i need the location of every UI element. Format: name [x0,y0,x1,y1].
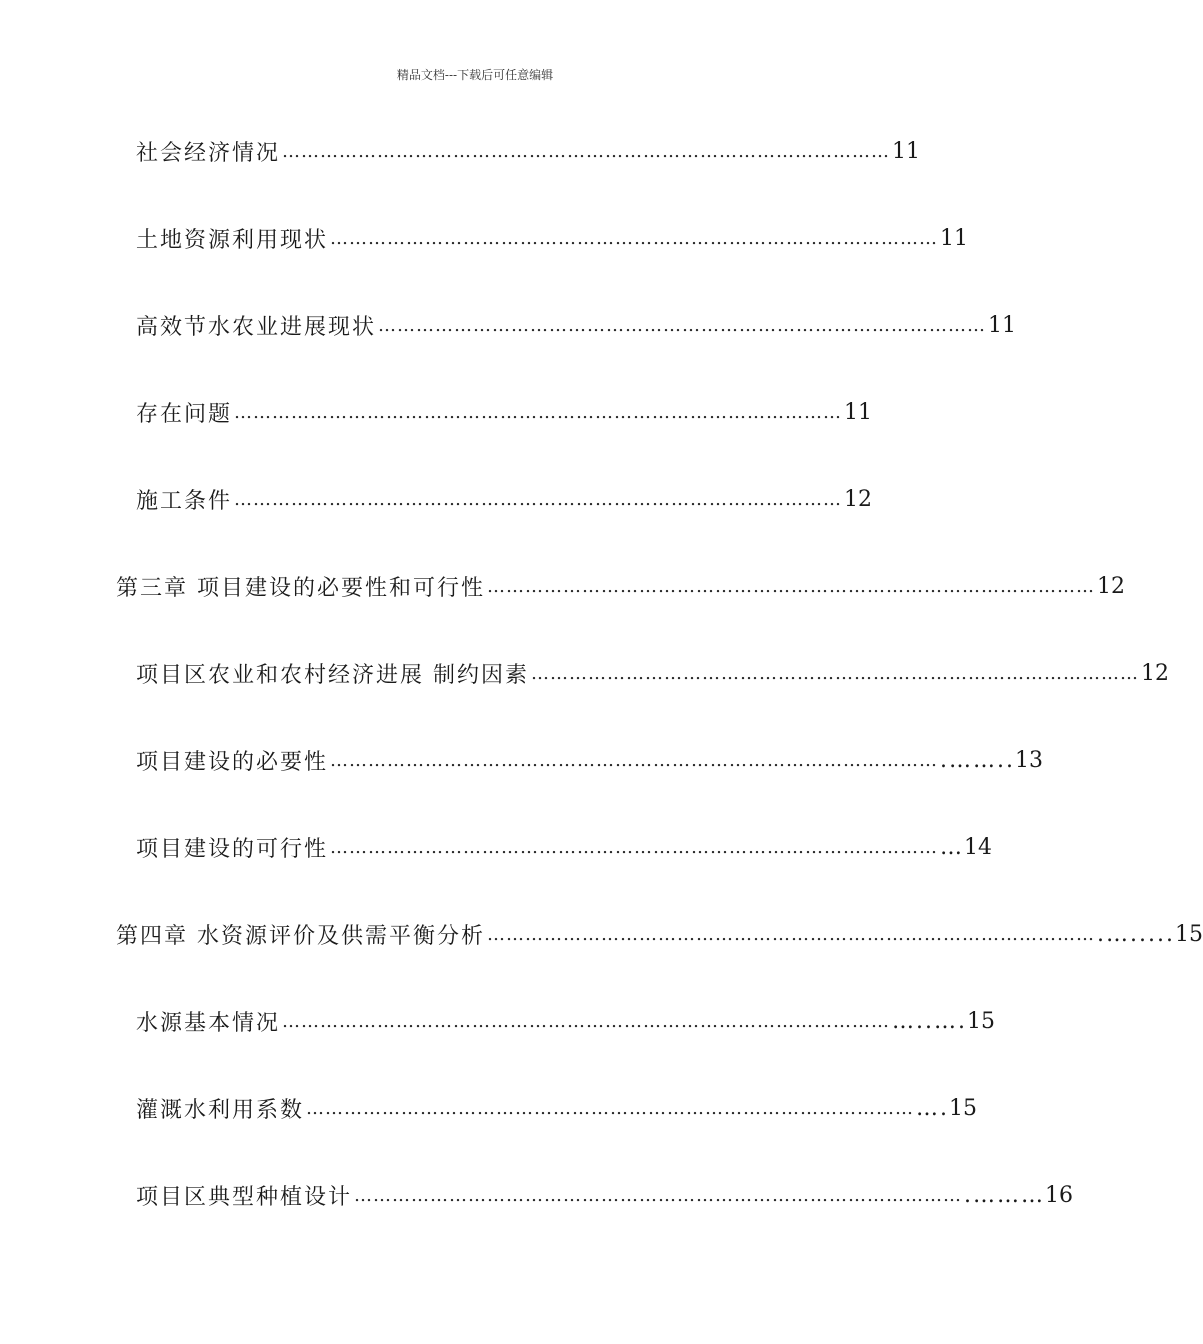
toc-leader-dots: …………………………………………………………………………………… [234,488,843,510]
toc-entry[interactable] [136,309,1017,341]
toc-entry-title: 高效节水农业进展现状 [136,314,377,340]
toc-leader-tail: …..…. [892,1008,967,1034]
toc-entry-title: 存在问题 [136,401,233,427]
toc-entry[interactable] [136,744,1043,776]
toc-leader-dots: …………………………………………………………………………………… [487,575,1095,597]
toc-leader-tail: .…..... [1097,921,1175,947]
toc-entry-title: 灌溉水利用系数 [136,1097,305,1123]
toc-entry[interactable] [136,1179,1074,1211]
toc-page-number: 14 [964,834,993,860]
toc-leader-tail: …. [916,1095,950,1121]
toc-page-number: 11 [844,399,873,425]
toc-entry[interactable] [136,396,873,428]
toc-entry[interactable] [136,1005,995,1037]
toc-leader-dots: …………………………………………………………………………………… [487,923,1095,945]
toc-leader-dots: …………………………………………………………………………………… [282,1010,891,1032]
toc-page-number: 11 [988,312,1017,338]
toc-page-number: 13 [1015,747,1043,773]
toc-entry-title: 第四章 水资源评价及供需平衡分析 [116,923,485,949]
toc-leader-dots: …………………………………………………………………………………… [330,836,939,858]
toc-leader-dots: …………………………………………………………………………………… [378,314,987,336]
page-header: 精品文档---下载后可任意编辑 [396,68,554,82]
toc-leader-dots: …………………………………………………………………………………… [306,1097,915,1119]
toc-page-number: 11 [940,225,969,251]
toc-leader-dots: …………………………………………………………………………………… [330,227,939,249]
toc-page-number: 16 [1045,1182,1074,1208]
toc-leader-dots: …………………………………………………………………………………… [282,140,891,162]
toc-entry-title: 项目区农业和农村经济进展 制约因素 [136,662,529,688]
toc-page-number: 12 [1097,573,1125,599]
toc-leader-tail: .……… [964,1182,1046,1208]
toc-chapter-entry[interactable] [116,570,1125,602]
toc-entry-title: 第三章 项目建设的必要性和可行性 [116,575,485,601]
toc-chapter-entry[interactable] [116,918,1203,950]
toc-leader-tail: .…….. [940,747,1015,773]
toc-leader-dots: …………………………………………………………………………………… [234,401,843,423]
toc-page-number: 12 [844,486,873,512]
toc-entry-title: 施工条件 [136,488,233,514]
toc-entry[interactable] [136,483,873,515]
toc-entry[interactable] [136,657,1169,689]
toc-leader-dots: …………………………………………………………………………………… [354,1184,963,1206]
toc-entry[interactable] [136,222,969,254]
toc-entry-title: 土地资源利用现状 [136,227,329,253]
toc-entry-title: 水源基本情况 [136,1010,281,1036]
toc-entry[interactable] [136,1092,978,1124]
toc-entry-title: 项目建设的必要性 [136,749,329,775]
toc-leader-dots: …………………………………………………………………………………… [330,749,939,771]
toc-page-number: 15 [949,1095,978,1121]
toc-leader-tail: … [940,834,965,860]
toc-entry[interactable] [136,831,993,863]
toc-page-number: 11 [892,138,921,164]
toc-leader-dots: …………………………………………………………………………………… [531,662,1139,684]
toc-entry-title: 项目区典型种植设计 [136,1184,353,1210]
toc-entry[interactable] [136,135,921,167]
toc-page-number: 12 [1141,660,1169,686]
toc-entry-title: 社会经济情况 [136,140,281,166]
toc-entry-title: 项目建设的可行性 [136,836,329,862]
toc-page-number: 15 [1174,921,1203,947]
toc-page-number: 15 [967,1008,995,1034]
